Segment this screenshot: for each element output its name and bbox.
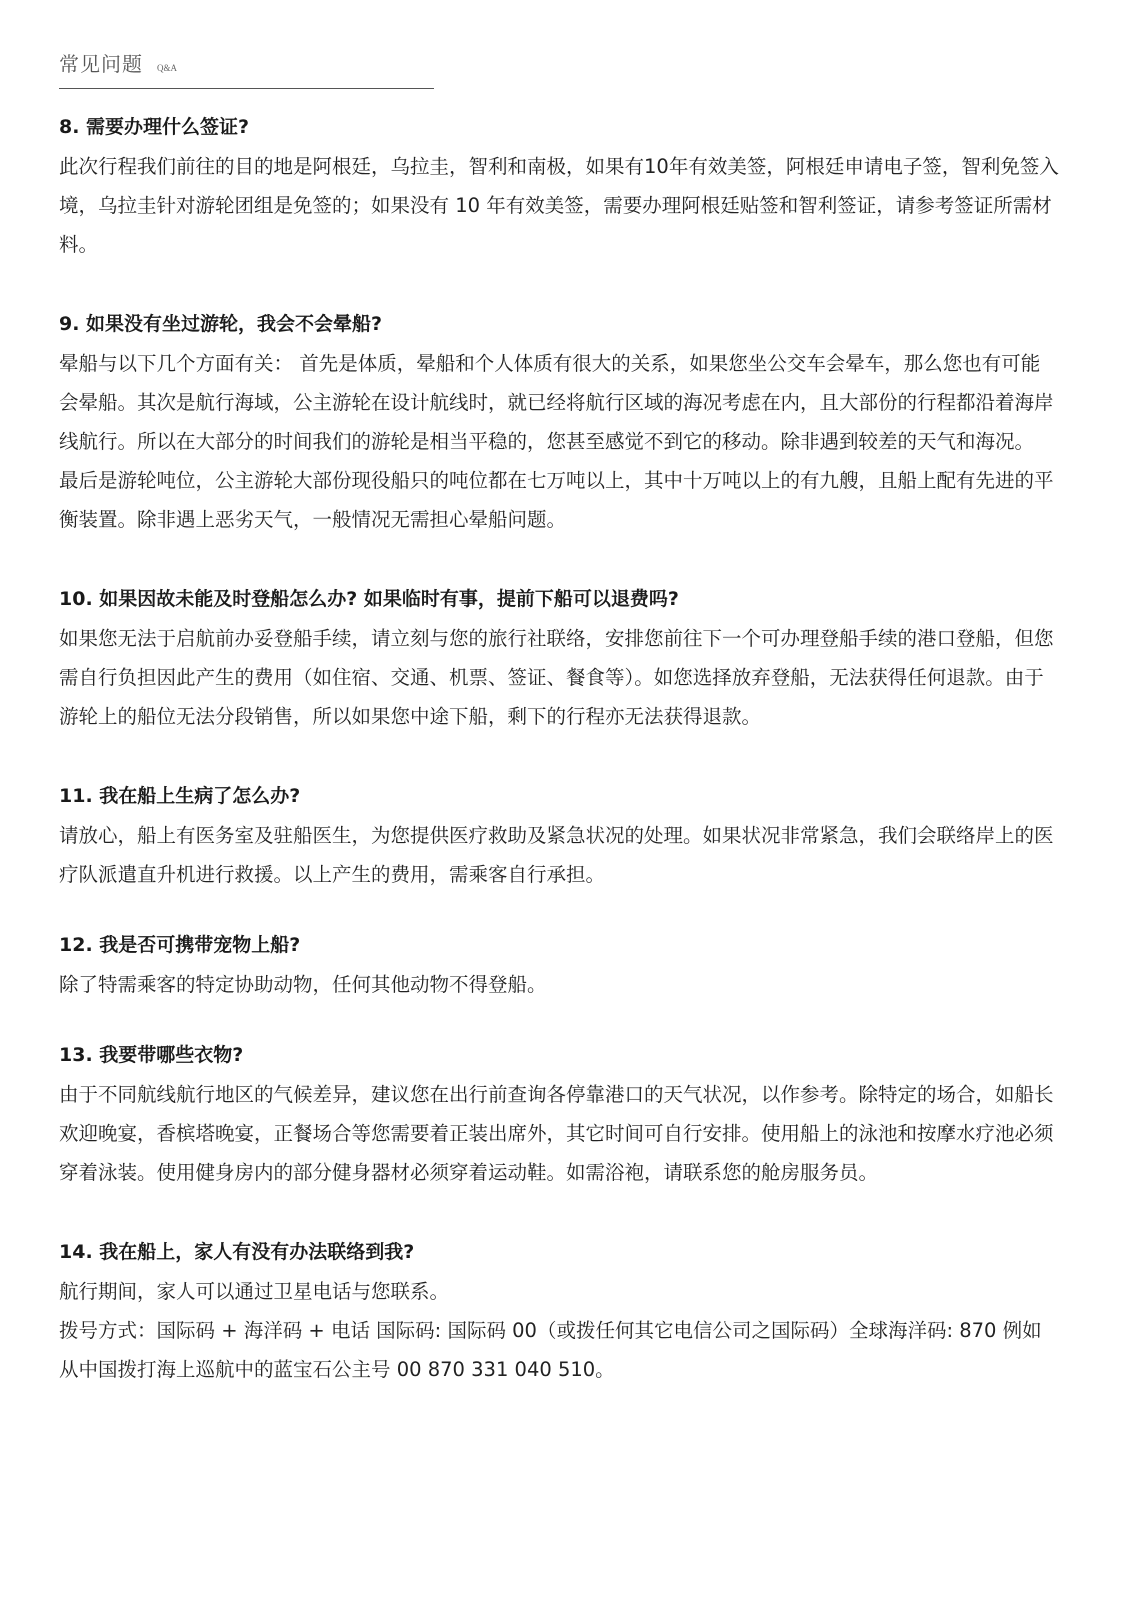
faq-answer bbox=[59, 965, 1059, 1004]
faq-item-13 bbox=[59, 1035, 1059, 1192]
faq-item-11 bbox=[59, 776, 1059, 894]
faq-question: 14. 我在船上，家人有没有办法联络到我? bbox=[59, 1241, 415, 1263]
faq-answer bbox=[59, 344, 1059, 539]
faq-item-12 bbox=[59, 925, 1059, 1004]
faq-answer-paragraph: 航行期间，家人可以通过卫星电话与您联系。 bbox=[59, 1280, 450, 1303]
faq-question: 10. 如果因故未能及时登船怎么办? 如果临时有事，提前下船可以退费吗? bbox=[59, 588, 679, 610]
faq-answer-paragraph: 拨号方式：国际码 + 海洋码 + 电话 国际码: 国际码 00（或拨任何其它电信公司之国际码）全球海洋码: 870 例如从中国拨打海上巡航中的蓝宝石公主号 00 870 331 040 510。 bbox=[59, 1319, 1042, 1381]
faq-item-10 bbox=[59, 579, 1059, 736]
faq-answer bbox=[59, 1272, 1059, 1389]
faq-answer-paragraph: 此次行程我们前往的目的地是阿根廷，乌拉圭，智利和南极，如果有10年有效美签，阿根廷申请电子签，智利免签入境，乌拉圭针对游轮团组是免签的；如果没有 10 年有效美签，需要办理阿根廷贴签和智利签证，请参考签证所需材料。 bbox=[59, 155, 1059, 256]
page-subtitle: Q&A bbox=[157, 63, 177, 73]
page-title: 常见问题 bbox=[59, 52, 143, 76]
faq-question: 9. 如果没有坐过游轮，我会不会晕船? bbox=[59, 313, 383, 335]
faq-question: 13. 我要带哪些衣物? bbox=[59, 1044, 244, 1066]
faq-answer-paragraph: 除了特需乘客的特定协助动物，任何其他动物不得登船。 bbox=[59, 973, 547, 996]
faq-list bbox=[59, 107, 1059, 1389]
faq-answer-paragraph: 晕船与以下几个方面有关： 首先是体质，晕船和个人体质有很大的关系，如果您坐公交车会晕车，那么您也有可能会晕船。其次是航行海域，公主游轮在设计航线时，就已经将航行区域的海况考虑在内，且大部份的行程都沿着海岸线航行。所以在大部分的时间我们的游轮是相当平稳的，您甚至感觉不到它的移动。除非遇到较差的天气和海况。 最后是游轮吨位，公主游轮大部份现役船只的吨位都在七万吨以上，其中十万吨以上的有九艘，且船上配有先进的平衡装置。除非遇上恶劣天气，一般情况无需担心晕船问题。 bbox=[59, 352, 1054, 531]
faq-item-14 bbox=[59, 1232, 1059, 1389]
faq-item-8 bbox=[59, 107, 1059, 264]
faq-question: 8. 需要办理什么签证? bbox=[59, 116, 250, 138]
faq-answer bbox=[59, 619, 1059, 736]
faq-answer bbox=[59, 1075, 1059, 1192]
faq-question: 12. 我是否可携带宠物上船? bbox=[59, 934, 301, 956]
faq-answer-paragraph: 如果您无法于启航前办妥登船手续，请立刻与您的旅行社联络，安排您前往下一个可办理登船手续的港口登船，但您需自行负担因此产生的费用（如住宿、交通、机票、签证、餐食等）。如您选择放弃登船，无法获得任何退款。由于游轮上的船位无法分段销售，所以如果您中途下船，剩下的行程亦无法获得退款。 bbox=[59, 627, 1054, 728]
faq-answer bbox=[59, 147, 1059, 264]
faq-answer bbox=[59, 816, 1059, 894]
faq-answer-paragraph: 由于不同航线航行地区的气候差异，建议您在出行前查询各停靠港口的天气状况，以作参考。除特定的场合，如船长欢迎晚宴，香槟塔晚宴，正餐场合等您需要着正装出席外，其它时间可自行安排。使用船上的泳池和按摩水疗池必须穿着泳装。使用健身房内的部分健身器材必须穿着运动鞋。如需浴袍，请联系您的舱房服务员。 bbox=[59, 1083, 1054, 1184]
faq-item-9 bbox=[59, 304, 1059, 539]
page-header bbox=[59, 48, 434, 89]
faq-question: 11. 我在船上生病了怎么办? bbox=[59, 785, 301, 807]
faq-answer-paragraph: 请放心，船上有医务室及驻船医生，为您提供医疗救助及紧急状况的处理。如果状况非常紧急，我们会联络岸上的医疗队派遣直升机进行救援。以上产生的费用，需乘客自行承担。 bbox=[59, 824, 1054, 886]
